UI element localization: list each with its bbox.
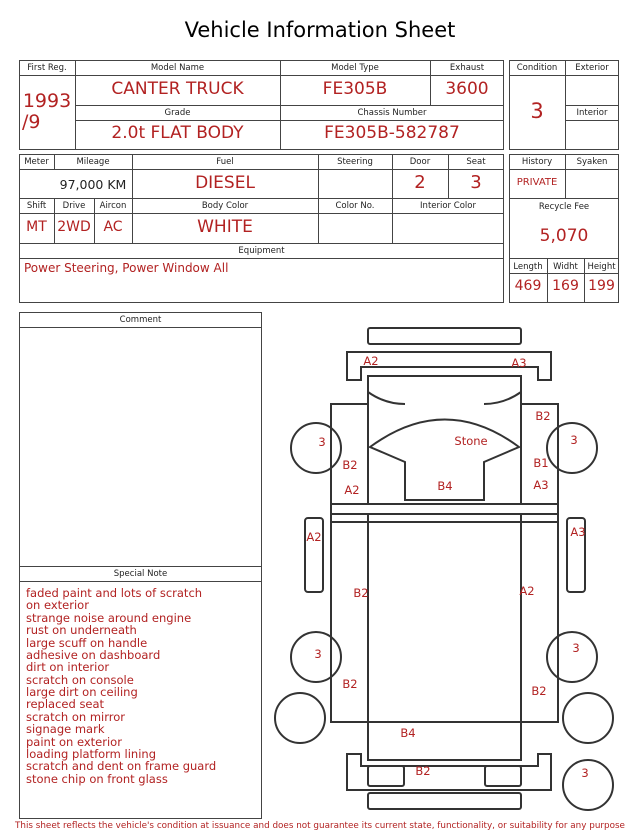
mileage-label: Mileage — [76, 157, 110, 167]
special-note-item: scratch and dent on frame guard — [26, 759, 217, 773]
steering-label: Steering — [337, 157, 373, 167]
fuel-label: Fuel — [216, 157, 234, 167]
cargo-bed — [368, 514, 521, 760]
damage-mark: B2 — [342, 677, 358, 691]
length-label: Length — [513, 262, 543, 272]
exhaust-value: 3600 — [445, 79, 489, 99]
drive-value: 2WD — [57, 219, 91, 235]
mileage-value: 97,000 KM — [59, 177, 127, 192]
width-label: Widht — [553, 262, 578, 272]
interior-color-label: Interior Color — [420, 201, 476, 211]
damage-mark: B2 — [342, 458, 358, 472]
grade-label: Grade — [164, 108, 191, 118]
shift-label: Shift — [26, 201, 47, 211]
body-color-label: Body Color — [201, 201, 249, 211]
special-note-item: faded paint and lots of scratch — [26, 586, 203, 600]
damage-mark: 3 — [318, 435, 326, 449]
width-value: 169 — [552, 278, 579, 294]
fuel-value: DIESEL — [195, 173, 255, 193]
special-note-item: replaced seat — [26, 697, 105, 711]
wheel-mid-right — [547, 632, 597, 682]
grade-value: 2.0t FLAT BODY — [111, 123, 244, 143]
door-label: Door — [409, 157, 431, 167]
rear-light-left — [368, 766, 404, 786]
damage-mark: A2 — [306, 530, 322, 544]
special-note-item: dirt on interior — [26, 660, 110, 674]
rear-bar — [368, 793, 521, 809]
special-note-item: stone chip on front glass — [26, 772, 168, 786]
body-color-value: WHITE — [197, 217, 253, 237]
special-note-item: large dirt on ceiling — [26, 685, 138, 699]
aircon-value: AC — [103, 219, 123, 235]
shift-value: MT — [26, 219, 47, 235]
damage-mark: A3 — [511, 356, 527, 370]
special-note-item: scratch on mirror — [26, 710, 126, 724]
special-note-item: signage mark — [26, 722, 105, 736]
seat-value: 3 — [470, 172, 482, 193]
damage-mark: 3 — [581, 766, 589, 780]
damage-mark: A3 — [570, 525, 586, 539]
model-name-value: CANTER TRUCK — [111, 79, 244, 99]
condition-value: 3 — [530, 99, 544, 123]
frame-crossbar-2 — [331, 514, 558, 522]
cab-corner-right — [484, 392, 521, 404]
first-reg-month: /9 — [22, 111, 41, 133]
disclaimer-footer: This sheet reflects the vehicle's condition at issuance and does not guarantee its current state, functionality, or suitability for any purpose — [15, 821, 625, 831]
exterior-label: Exterior — [575, 63, 609, 73]
special-note-item: strange noise around engine — [26, 611, 192, 625]
meter-label: Meter — [24, 157, 49, 167]
drive-label: Drive — [62, 201, 86, 211]
special-note-item: on exterior — [26, 598, 89, 612]
damage-mark: A2 — [363, 354, 379, 368]
syaken-label: Syaken — [576, 157, 608, 167]
equipment-value: Power Steering, Power Window All — [24, 261, 229, 275]
cab-corner-left — [368, 392, 405, 404]
damage-mark: B2 — [531, 684, 547, 698]
damage-mark: Stone — [454, 434, 488, 448]
wheel-front-left — [291, 423, 341, 473]
damage-mark: A3 — [533, 478, 549, 492]
wheel-front-right — [547, 423, 597, 473]
model-type-value: FE305B — [322, 79, 388, 99]
damage-mark: B2 — [415, 764, 431, 778]
recycle-fee-label: Recycle Fee — [538, 202, 590, 212]
chassis-number-value: FE305B-582787 — [324, 123, 460, 143]
damage-mark: B2 — [535, 409, 551, 423]
damage-mark: B4 — [400, 726, 416, 740]
special-note-item: loading platform lining — [26, 747, 156, 761]
first-reg-label: First Reg. — [27, 63, 67, 73]
special-note-item: adhesive on dashboard — [26, 648, 161, 662]
height-label: Height — [587, 262, 616, 272]
rear-light-right — [485, 766, 521, 786]
damage-mark: 3 — [314, 647, 322, 661]
model-name-label: Model Name — [150, 63, 205, 73]
equipment-label: Equipment — [238, 246, 285, 256]
special-note-item: scratch on console — [26, 673, 134, 687]
special-note-item: paint on exterior — [26, 735, 122, 749]
interior-label: Interior — [576, 108, 608, 118]
chassis-number-label: Chassis Number — [357, 108, 427, 118]
color-no-label: Color No. — [335, 201, 375, 211]
exhaust-label: Exhaust — [449, 63, 485, 73]
special-note-label: Special Note — [113, 569, 168, 579]
damage-mark: 3 — [572, 641, 580, 655]
history-label: History — [521, 157, 553, 167]
history-value: PRIVATE — [516, 177, 558, 188]
frame-crossbar — [331, 504, 558, 514]
damage-mark: 3 — [570, 433, 578, 447]
door-value: 2 — [414, 172, 426, 193]
condition-label: Condition — [516, 63, 558, 73]
damage-mark: B4 — [437, 479, 453, 493]
special-note-item: large scuff on handle — [26, 636, 148, 650]
comment-label: Comment — [119, 315, 162, 325]
seat-label: Seat — [466, 157, 486, 167]
aircon-label: Aircon — [99, 201, 127, 211]
wheel-rear-left — [275, 693, 325, 743]
damage-mark: B2 — [353, 586, 369, 600]
truck-damage-diagram — [270, 318, 630, 818]
page-title: Vehicle Information Sheet — [184, 18, 456, 42]
damage-mark: A2 — [519, 584, 535, 598]
damage-mark: B1 — [533, 456, 549, 470]
cargo-bed-frame — [331, 522, 558, 722]
wheel-rear-right — [563, 693, 613, 743]
height-value: 199 — [588, 278, 615, 294]
damage-mark: A2 — [344, 483, 360, 497]
first-reg-year: 1993 — [22, 90, 72, 112]
model-type-label: Model Type — [331, 63, 379, 73]
front-bumper-bar — [368, 328, 521, 344]
length-value: 469 — [514, 278, 542, 294]
recycle-fee-value: 5,070 — [539, 226, 589, 246]
special-note-item: rust on underneath — [26, 623, 137, 637]
